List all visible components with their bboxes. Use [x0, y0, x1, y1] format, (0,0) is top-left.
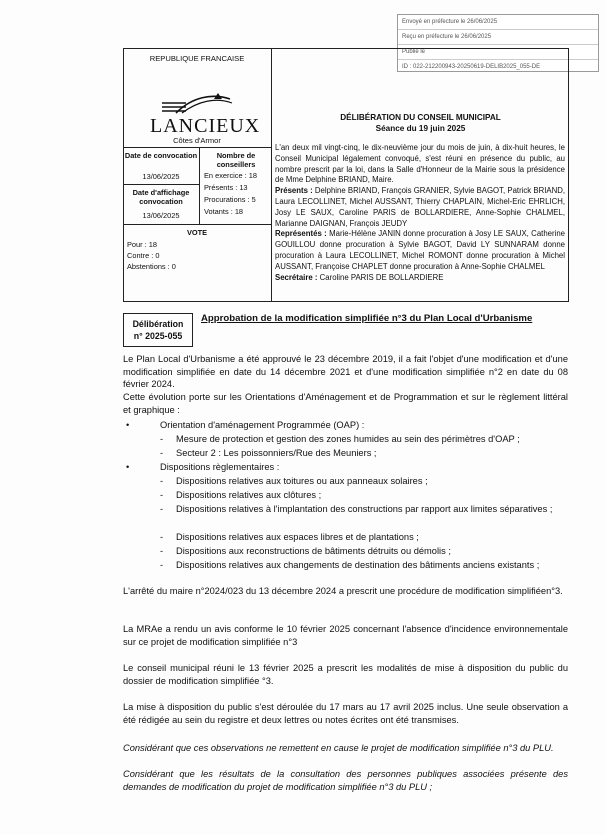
- deliberation-label: Délibération: [132, 319, 184, 329]
- conseillers-label: Nombre de conseillers: [216, 151, 256, 169]
- reg-item: Dispositions relatives aux clôtures ;: [176, 490, 322, 500]
- dash-icon: -: [160, 504, 164, 514]
- reg-item: Dispositions aux reconstructions de bâtiments détruits ou démolis ;: [176, 546, 451, 556]
- stamp-id: ID : 022-212200943-20250619-DELIB2025_055-DE: [398, 59, 598, 74]
- secretaire-name: Caroline PARIS DE BOLLARDIERE: [319, 272, 444, 282]
- considerant-1: Considérant que ces observations ne remettent en cause le projet de modification simplifiée n°3 du PLU.: [123, 743, 554, 753]
- republique-label: REPUBLIQUE FRANCAISE: [149, 54, 245, 63]
- intro-text: L'an deux mil vingt-cinq, le dix-neuvième jour du mois de juin, à dix-huit heures, le Conseil Municipal légalement convoqué, s'est réuni en présence du public, au nombre prescrit par la loi, dans la Salle d'Honneur de la Mairie sous la présidence de Mme Delphine BRIAND, Maire.: [275, 143, 565, 185]
- oap-title: Orientation d'aménagement Programmée (OAP) :: [160, 420, 365, 430]
- dash-icon: -: [160, 546, 164, 556]
- divider: [199, 147, 200, 224]
- logo-text: LANCIEUX: [150, 115, 261, 137]
- paragraph-4: La MRAe a rendu un avis conforme le 10 février 2025 concernant l'absence d'incidence environnementale sur ce projet de modification simplifiée n°3: [123, 624, 568, 647]
- deliberation-number-box: [123, 313, 193, 347]
- date-affichage-value: 13/06/2025: [142, 211, 180, 220]
- paragraph-3: L'arrêté du maire n°2024/023 du 13 décembre 2024 a prescrit une procédure de modification simplifiéen°3.: [123, 586, 563, 596]
- divider: [271, 48, 272, 302]
- dash-icon: -: [160, 448, 164, 458]
- dash-icon: -: [160, 532, 164, 542]
- bullet-icon: •: [126, 462, 130, 472]
- oap-item: Secteur 2 : Les poissonniers/Rue des Meuniers ;: [176, 448, 377, 458]
- vote-abstentions: Abstentions : 0: [127, 262, 176, 271]
- secretaire-line: [275, 273, 565, 284]
- reg-title: Dispositions règlementaires :: [160, 462, 280, 472]
- deliberation-title: Approbation de la modification simplifiée n°3 du Plan Local d'Urbanisme: [201, 313, 533, 324]
- department-label: Côtes d'Armor: [173, 136, 221, 145]
- vote-pour: Pour : 18: [127, 240, 157, 249]
- paragraph-6: La mise à disposition du public s'est déroulée du 17 mars au 17 avril 2025 inclus. Une seule observation a été rédigée au sein du registre et deux lettres ou notes écrites ont été transmises.: [123, 702, 568, 725]
- representes-label: Représentés :: [275, 229, 327, 239]
- vote-label: VOTE: [186, 228, 208, 237]
- reg-item: Dispositions relatives aux toitures ou aux panneaux solaires ;: [176, 476, 428, 486]
- presents-count: Présents : 13: [204, 183, 248, 192]
- logo-waves-icon: [152, 89, 262, 117]
- lancieux-logo: [152, 89, 262, 117]
- divider: [123, 147, 271, 148]
- secretaire-label: Secrétaire :: [275, 272, 318, 282]
- stamp-received: Reçu en préfecture le 26/06/2025: [398, 29, 598, 44]
- reg-item: Dispositions relatives à l'implantation des constructions par rapport aux limites séparatives ;: [176, 504, 553, 514]
- considerant-2: Considérant que les résultats de la consultation des personnes publiques associées présente des demandes de modification du projet de modification simplifiée n°3 du PLU ;: [123, 769, 568, 792]
- vote-contre: Contre : 0: [127, 251, 160, 260]
- dash-icon: -: [160, 490, 164, 500]
- votants-count: Votants : 18: [204, 207, 244, 216]
- presents-line: [275, 186, 565, 229]
- presents-list: Delphine BRIAND, François GRANIER, Sylvie BAGOT, Patrick BRIAND, Laura LECOLLINET, Michel AUSSANT, Thierry CHAPLAIN, Michel-Eric EHRLICH, Josy LE SAUX, Caroline PARIS de BOLLARDIERE, Anne-Sophie CHALMEL, Marianne DAIGNAN, François JEUDY: [275, 186, 566, 228]
- dash-icon: -: [160, 476, 164, 486]
- dash-icon: -: [160, 560, 164, 570]
- en-exercice: En exercice : 18: [204, 171, 257, 180]
- stamp-published: Publié le: [398, 44, 598, 59]
- divider: [123, 184, 199, 185]
- paragraph-5: Le conseil municipal réuni le 13 février 2025 a prescrit les modalités de mise à disposition du public du dossier de modification simplifiée °3.: [123, 663, 568, 686]
- dash-icon: -: [160, 434, 164, 444]
- deliberation-number: n° 2025-055: [133, 331, 183, 341]
- stamp-sent: Envoyé en préfecture le 26/06/2025: [402, 19, 498, 25]
- deliberation-heading: DÉLIBÉRATION DU CONSEIL MUNICIPAL: [340, 113, 501, 122]
- date-affichage-label: Date d'affichage convocation: [132, 188, 190, 206]
- date-convocation-label: Date de convocation: [124, 151, 198, 160]
- date-convocation-value: 13/06/2025: [142, 172, 180, 181]
- header-body: [275, 143, 565, 283]
- oap-item: Mesure de protection et gestion des zones humides au sein des périmètres d'OAP ;: [176, 434, 520, 444]
- reg-item: Dispositions relatives aux changements de destination des bâtiments anciens existants ;: [176, 560, 540, 570]
- bullet-icon: •: [126, 420, 130, 430]
- reg-item: Dispositions relatives aux espaces libres et de plantations ;: [176, 532, 419, 542]
- representes-list: Marie-Hélène JANIN donne procuration à Josy LE SAUX, Catherine GOUILLOU donne procuration à Sylvie BAGOT, David LY SUNNARAM donne procuration à Laura LECOLLINET, Michel ROMONT donne procuration à Michel AUSSANT, Françoise CHAPLET donne procuration à Anne-Sophie CHALMEL: [275, 229, 565, 271]
- paragraph-1: Le Plan Local d'Urbanisme a été approuvé le 23 décembre 2019, il a fait l'objet d'une modification et d'une modification simplifiée en date du 14 décembre 2021 et d'une modification simplifiée n°2 en date du 08 février 2024.: [123, 354, 568, 390]
- paragraph-2: Cette évolution porte sur les Orientations d'Aménagement et de Programmation et sur le règlement littéral et graphique :: [123, 392, 568, 415]
- divider: [123, 224, 271, 225]
- procurations-count: Procurations : 5: [204, 195, 256, 204]
- presents-label: Présents :: [275, 186, 313, 196]
- representes-line: [275, 229, 565, 272]
- seance-date: Séance du 19 juin 2025: [375, 124, 466, 133]
